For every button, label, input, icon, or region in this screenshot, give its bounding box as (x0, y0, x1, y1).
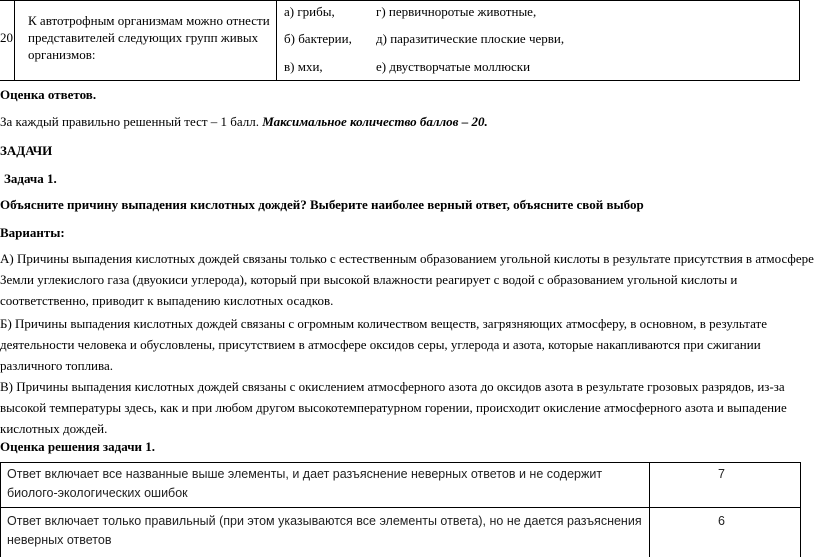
question-line: К автотрофным организмам можно отнести (28, 13, 270, 28)
variant-c-line: высокой температуры здесь, как и при любом другом высокотемпературном горении, происходит окисление атмосферного азота и выпадение (0, 400, 787, 415)
score-row-2-value: 6 (718, 514, 725, 528)
option-g: г) первичноротые животные, (376, 4, 537, 19)
score-row-line: биолого-экологических ошибок (7, 486, 188, 500)
score-row-2-text (7, 512, 647, 550)
grading-text: За каждый правильно решенный тест – 1 балл. (0, 114, 260, 129)
question-number: 20 (0, 30, 13, 45)
variant-c-line: В) Причины выпадения кислотных дождей связаны с окислением атмосферного азота до оксидов азота в результате грозовых разрядов, из-за (0, 379, 785, 394)
variant-a-line: А) Причины выпадения кислотных дождей связаны только с естественным образованием угольной кислоты в результате присутствия в атмосфере (0, 251, 814, 266)
variant-c-line: кислотных дождей. (0, 421, 108, 436)
task1-question: Объясните причину выпадения кислотных дождей? Выберите наиболее верный ответ, объясните свой выбор (0, 197, 644, 212)
score-row-1-text (7, 465, 647, 503)
task1-title: Задача 1. (4, 171, 57, 186)
option-d: д) паразитические плоские черви, (376, 31, 565, 46)
variant-b-line: Б) Причины выпадения кислотных дождей связаны с огромным количеством веществ, загрязняющих атмосферу, в основном, в результате (0, 316, 767, 331)
question-line: представителей следующих групп живых (28, 30, 259, 45)
score-row-1-value: 7 (718, 467, 725, 481)
variant-b-line: деятельности человека и обусловлены, присутствием в атмосфере оксидов серы, углерода и азота, которые накапливаются при сжигании (0, 337, 761, 352)
tasks-heading: ЗАДАЧИ (0, 143, 53, 158)
option-e: е) двустворчатые моллюски (376, 59, 531, 74)
variant-b (0, 313, 816, 376)
option-a: а) грибы, (284, 4, 335, 19)
grading-paragraph (0, 111, 816, 132)
score-row-line: неверных ответов (7, 533, 112, 547)
option-b: б) бактерии, (284, 31, 352, 46)
score-row-line: Ответ включает только правильный (при этом указываются все элементы ответа), но не дается разъяснения (7, 514, 642, 528)
grading-heading: Оценка ответов. (0, 87, 97, 102)
grading-max: Максимальное количество баллов – 20. (262, 114, 488, 129)
variant-b-line: различного топлива. (0, 358, 114, 373)
variant-c (0, 376, 816, 439)
variants-heading: Варианты: (0, 225, 65, 240)
variant-a-line: Земли углекислого газа (двуокиси углерода), который при высокой влажности реагирует с водой с образованием угольной кислоты и (0, 272, 738, 287)
task1-grading-heading: Оценка решения задачи 1. (0, 439, 156, 454)
variant-a (0, 248, 816, 311)
variant-a-line: соответственно, приводит к выпадению кислотных осадков. (0, 293, 334, 308)
question-text (28, 12, 273, 63)
question-line: организмов: (28, 47, 96, 62)
score-row-line: Ответ включает все названные выше элементы, и дает разъяснение неверных ответов и не содержит (7, 467, 603, 481)
option-c: в) мхи, (284, 59, 323, 74)
